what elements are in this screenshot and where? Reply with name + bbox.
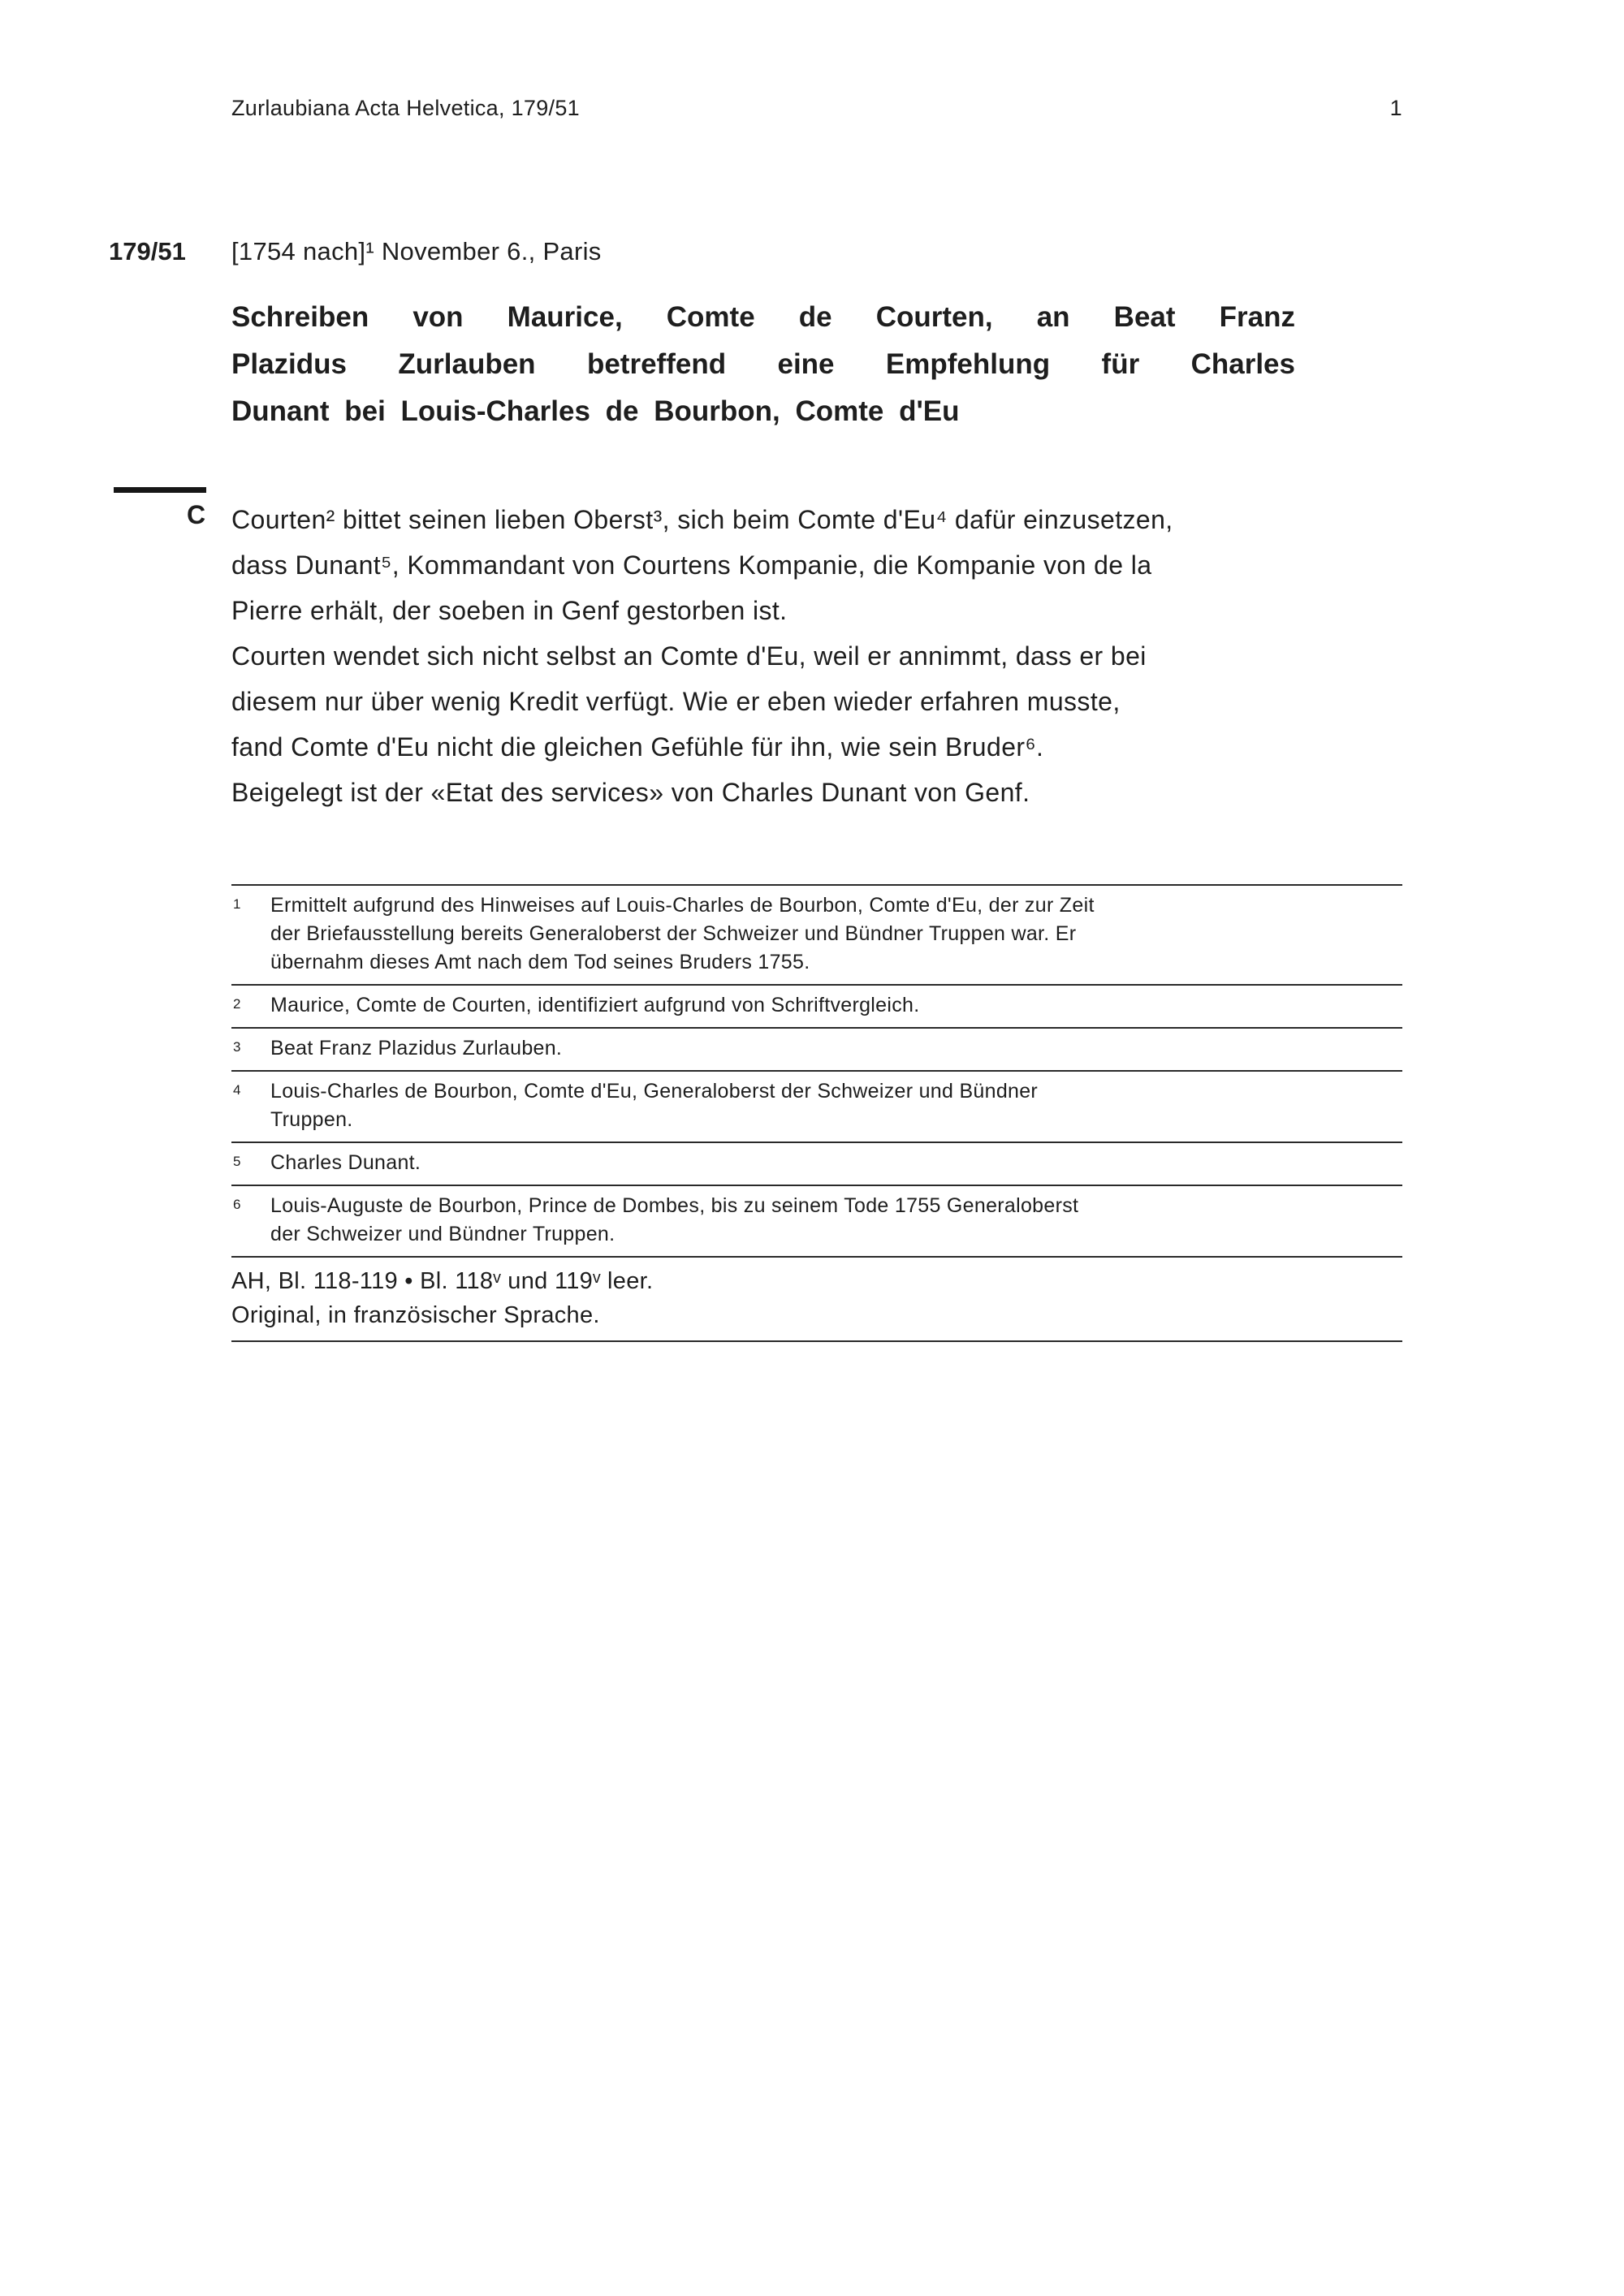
source-note: [231, 1256, 1402, 1340]
footnote-marker: 1: [233, 896, 241, 912]
footnote-line: Maurice, Comte de Courten, identifiziert aufgrund von Schriftvergleich.: [270, 994, 920, 1016]
source-line: Original, in französischer Sprache.: [231, 1302, 600, 1328]
summary-line: dass Dunant⁵, Kommandant von Courtens Kompanie, die Kompanie von de la: [231, 550, 1152, 580]
summary-line: Pierre erhält, der soeben in Genf gestorben ist.: [231, 596, 788, 625]
summary-text: [231, 497, 1425, 815]
entry-number: 179/51: [109, 237, 186, 265]
footnote-line: Truppen.: [270, 1108, 353, 1131]
footnote: [231, 1027, 1402, 1070]
marginal-letter: C: [187, 500, 206, 529]
footnote-marker: 4: [233, 1082, 241, 1098]
summary-line: diesem nur über wenig Kredit verfügt. Wie er eben wieder erfahren musste,: [231, 687, 1121, 716]
footnote-line: übernahm dieses Amt nach dem Tod seines Bruders 1755.: [270, 951, 810, 973]
footnote-line: Ermittelt aufgrund des Hinweises auf Louis-Charles de Bourbon, Comte d'Eu, der zur Zeit: [270, 894, 1095, 917]
title-line: Schreiben von Maurice, Comte de Courten, an Beat Franz: [231, 301, 1295, 333]
footnote: [231, 984, 1402, 1027]
footnote-line: der Briefausstellung bereits Generaloberst der Schweizer und Bündner Truppen war. Er: [270, 922, 1077, 945]
footnote-marker: 6: [233, 1197, 241, 1212]
footnote-marker: 5: [233, 1154, 241, 1169]
footnote-line: Beat Franz Plazidus Zurlauben.: [270, 1037, 563, 1060]
footnote: [231, 884, 1402, 984]
footnote-line: Louis-Auguste de Bourbon, Prince de Dombes, bis zu seinem Tode 1755 Generaloberst: [270, 1194, 1079, 1217]
footnote: [231, 1070, 1402, 1142]
footnote-line: der Schweizer und Bündner Truppen.: [270, 1223, 615, 1245]
summary-line: Beigelegt ist der «Etat des services» von Charles Dunant von Genf.: [231, 778, 1030, 807]
footnote: [231, 1185, 1402, 1256]
entry-title: [231, 294, 1295, 435]
title-line: Plazidus Zurlauben betreffend eine Empfehlung für Charles: [231, 348, 1295, 380]
summary-line: Courten wendet sich nicht selbst an Comte d'Eu, weil er annimmt, dass er bei: [231, 641, 1147, 671]
footnote: [231, 1142, 1402, 1185]
footnote-line: Charles Dunant.: [270, 1151, 421, 1174]
summary-line: Courten² bittet seinen lieben Oberst³, sich beim Comte d'Eu⁴ dafür einzusetzen,: [231, 505, 1173, 534]
page-header: [231, 96, 1402, 121]
bottom-rule: [231, 1340, 1402, 1342]
summary-line: fand Comte d'Eu nicht die gleichen Gefühle für ihn, wie sein Bruder⁶.: [231, 732, 1044, 762]
section-rule: [114, 487, 206, 493]
footnote-marker: 2: [233, 996, 241, 1012]
running-title: Zurlaubiana Acta Helvetica, 179/51: [231, 96, 580, 120]
footnotes-section: [231, 884, 1402, 1342]
footnote-line: Louis-Charles de Bourbon, Comte d'Eu, Generaloberst der Schweizer und Bündner: [270, 1080, 1039, 1103]
entry-dateline: [1754 nach]¹ November 6., Paris: [231, 237, 602, 265]
page-number: 1: [1389, 96, 1402, 120]
title-line: Dunant bei Louis-Charles de Bourbon, Comte d'Eu: [231, 395, 960, 427]
source-line: AH, Bl. 118-119 • Bl. 118ᵛ und 119ᵛ leer.: [231, 1268, 654, 1294]
footnote-marker: 3: [233, 1039, 241, 1055]
